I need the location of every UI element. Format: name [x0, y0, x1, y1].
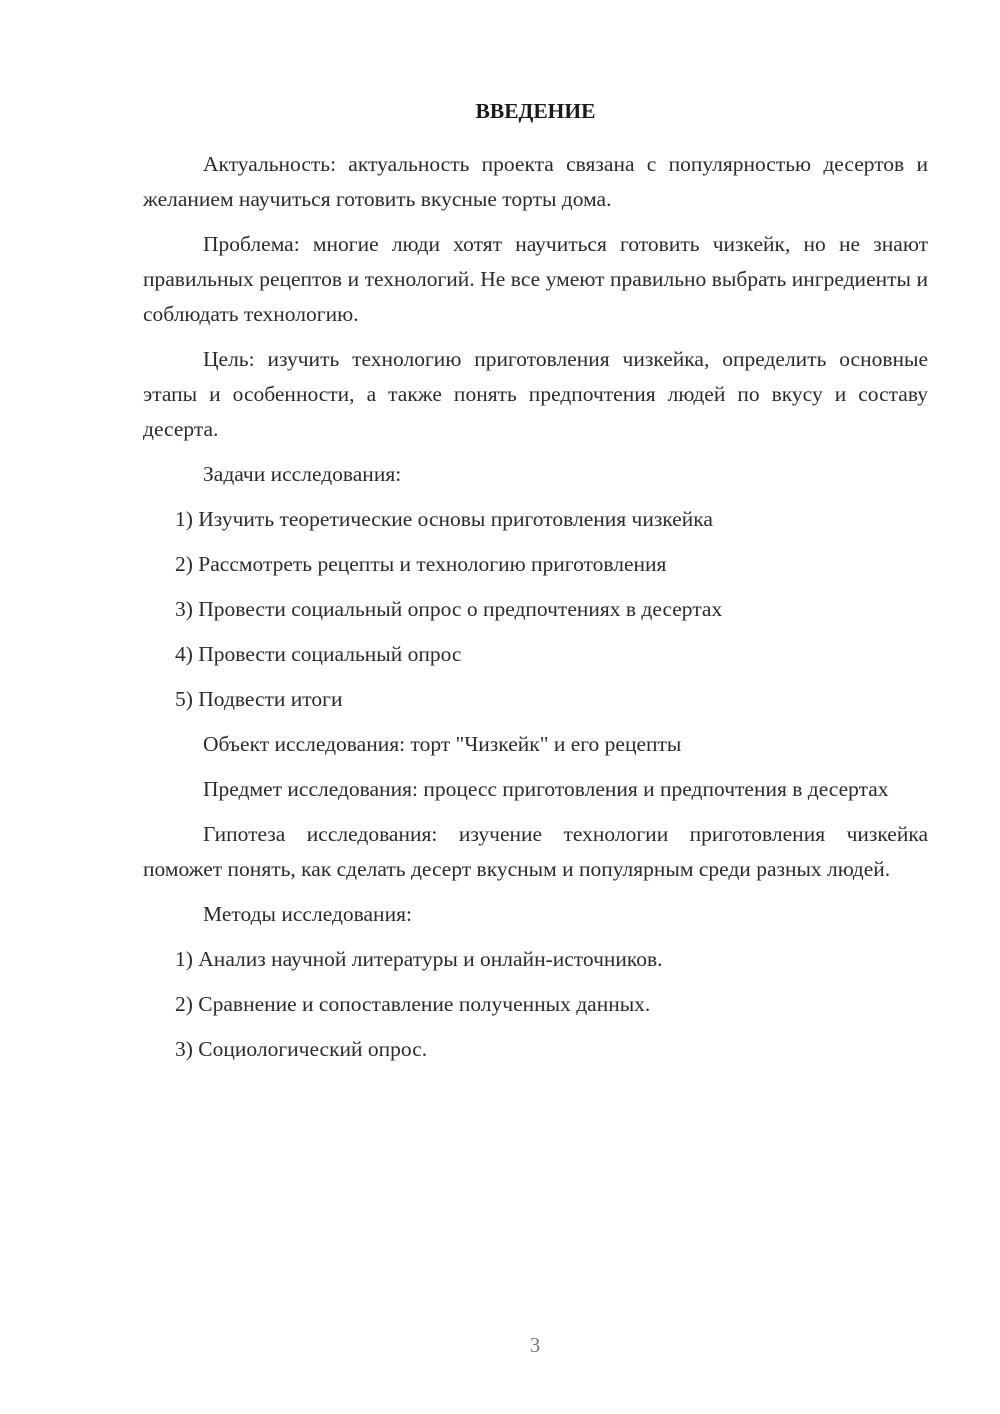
task-item: 4) Провести социальный опрос: [175, 642, 462, 666]
relevance-paragraph: Актуальность: актуальность проекта связана с популярностью десертов и желанием научиться готовить вкусные торты дома.: [143, 152, 928, 211]
methods-title: Методы исследования:: [203, 902, 412, 926]
task-item: 5) Подвести итоги: [175, 687, 343, 711]
method-item: 1) Анализ научной литературы и онлайн-источников.: [175, 947, 663, 971]
tasks-list: [143, 502, 928, 717]
tasks-title: Задачи исследования:: [203, 462, 402, 486]
method-item: 3) Социологический опрос.: [175, 1037, 428, 1061]
page-number: 3: [529, 1333, 541, 1357]
hypothesis-paragraph: Гипотеза исследования: изучение технологии приготовления чизкейка поможет понять, как сделать десерт вкусным и популярным среди разных людей.: [143, 822, 928, 881]
task-item: 1) Изучить теоретические основы приготовления чизкейка: [175, 507, 713, 531]
method-item: 2) Сравнение и сопоставление полученных данных.: [175, 992, 651, 1016]
document-page: [143, 96, 928, 1077]
goal-paragraph: Цель: изучить технологию приготовления чизкейка, определить основные этапы и особенности, а также понять предпочтения людей по вкусу и составу десерта.: [143, 347, 928, 441]
section-heading: ВВЕДЕНИЕ: [475, 99, 596, 123]
methods-list: [143, 942, 928, 1067]
problem-paragraph: Проблема: многие люди хотят научиться готовить чизкейк, но не знают правильных рецептов и технологий. Не все умеют правильно выбрать ингредиенты и соблюдать технологию.: [143, 232, 928, 326]
task-item: 2) Рассмотреть рецепты и технологию приготовления: [175, 552, 667, 576]
task-item: 3) Провести социальный опрос о предпочтениях в десертах: [175, 597, 723, 621]
subject-paragraph: Предмет исследования: процесс приготовления и предпочтения в десертах: [203, 777, 889, 801]
object-paragraph: Объект исследования: торт "Чизкейк" и его рецепты: [203, 732, 682, 756]
